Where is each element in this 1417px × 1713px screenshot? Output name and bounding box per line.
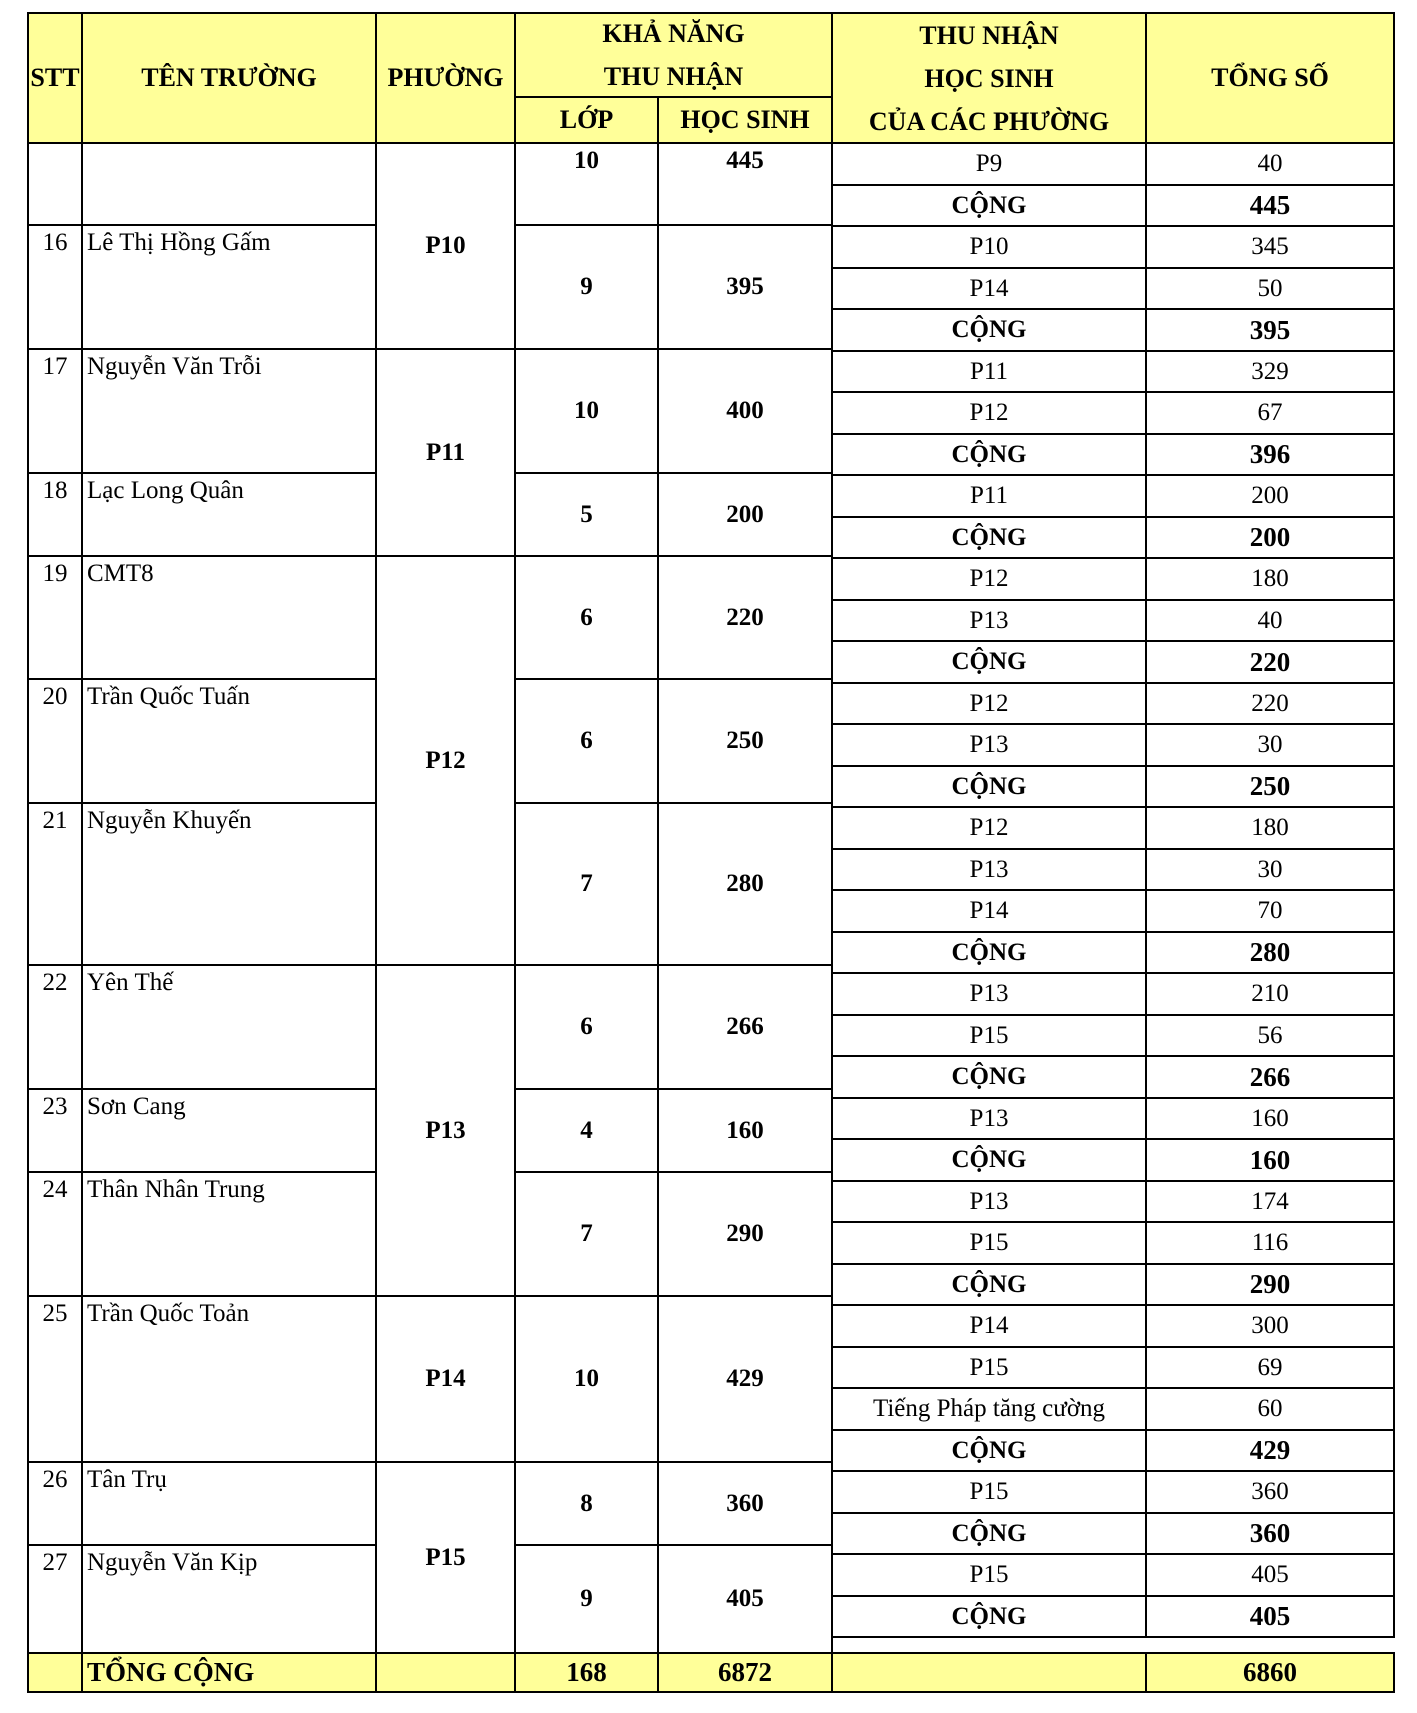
intake-ward-value-cell <box>1145 848 1395 891</box>
capacity-classes: 6 <box>580 1013 593 1040</box>
school-name: Lê Thị Hồng Gấm <box>87 229 271 256</box>
capacity-classes: 6 <box>580 603 593 631</box>
intake-ward-value: 329 <box>1251 357 1289 385</box>
intake-ward-value-cell <box>1145 806 1395 850</box>
total-intake-cell <box>831 1652 1147 1693</box>
intake-ward-label-cell <box>831 1553 1147 1597</box>
stt-value: 18 <box>42 477 68 504</box>
header-ten-truong <box>81 12 377 144</box>
intake-ward-value-cell <box>1145 599 1395 642</box>
school-name-cell <box>81 802 377 966</box>
intake-ward-label: P15 <box>969 1561 1009 1588</box>
header-stt-text: STT <box>30 63 80 93</box>
ward-cell <box>375 964 516 1297</box>
intake-subtotal-value: 405 <box>1249 1601 1291 1632</box>
intake-ward-label: P13 <box>969 1187 1009 1215</box>
capacity-students-cell <box>657 348 833 474</box>
stt-value: 27 <box>42 1549 68 1576</box>
intake-ward-label: P12 <box>969 689 1009 717</box>
capacity-classes: 10 <box>574 397 599 424</box>
stt-cell <box>27 472 83 557</box>
intake-ward-label-cell <box>831 225 1147 269</box>
intake-subtotal-label-cell <box>831 308 1147 352</box>
intake-subtotal-value: 360 <box>1249 1518 1291 1549</box>
total-students-cell <box>657 1652 833 1693</box>
capacity-classes: 5 <box>580 500 593 528</box>
intake-ward-label-cell <box>831 1387 1147 1431</box>
capacity-classes-cell <box>514 472 659 557</box>
capacity-students: 360 <box>726 1489 764 1517</box>
stt-cell <box>27 802 83 966</box>
intake-ward-value-cell <box>1145 889 1395 933</box>
header-tong-so-text: TỔNG SỐ <box>1211 63 1329 93</box>
total-sum-cell <box>1145 1652 1395 1693</box>
stt-value: 19 <box>42 560 68 587</box>
intake-subtotal-label: CỘNG <box>951 1146 1027 1173</box>
total-classes-cell <box>514 1652 659 1693</box>
intake-ward-label-cell <box>831 1097 1147 1140</box>
school-name: Nguyễn Văn Kịp <box>87 1549 258 1576</box>
capacity-students: 395 <box>726 273 764 300</box>
school-cell-continued <box>81 142 377 226</box>
intake-ward-label-cell <box>831 391 1147 435</box>
intake-ward-label-cell <box>831 1346 1147 1389</box>
intake-subtotal-label: CỘNG <box>951 1602 1027 1630</box>
header-hoc-sinh <box>657 96 833 144</box>
intake-ward-value: 30 <box>1257 731 1283 758</box>
intake-ward-value: 200 <box>1251 482 1289 509</box>
intake-subtotal-value-cell <box>1145 308 1395 352</box>
capacity-students-cell <box>657 1171 833 1297</box>
capacity-classes-cell <box>514 1461 659 1546</box>
intake-ward-value: 50 <box>1257 274 1283 302</box>
intake-ward-value-cell <box>1145 391 1395 435</box>
capacity-students-cell <box>657 472 833 557</box>
intake-subtotal-value: 200 <box>1249 522 1291 553</box>
total-stt-cell <box>27 1652 83 1693</box>
school-name: Nguyễn Văn Trỗi <box>87 353 262 380</box>
stt-value: 26 <box>42 1466 68 1493</box>
school-name: Trần Quốc Tuấn <box>87 683 251 710</box>
capacity-students: 429 <box>726 1365 764 1392</box>
intake-subtotal-label-cell <box>831 1429 1147 1472</box>
intake-ward-label: Tiếng Pháp tăng cường <box>872 1395 1106 1422</box>
capacity-students: 405 <box>726 1585 764 1612</box>
school-name: Nguyễn Khuyến <box>87 807 252 834</box>
intake-ward-value: 210 <box>1251 980 1289 1007</box>
intake-ward-label-cell <box>831 142 1147 186</box>
stt-value: 20 <box>42 683 68 710</box>
school-name: CMT8 <box>87 560 154 587</box>
intake-subtotal-value: 250 <box>1249 771 1291 802</box>
capacity-students-cell <box>657 802 833 966</box>
school-name-cell <box>81 348 377 474</box>
ward-value: P15 <box>425 1543 466 1571</box>
capacity-students: 400 <box>726 397 764 424</box>
school-name-cell <box>81 964 377 1090</box>
intake-ward-label: P12 <box>969 399 1009 426</box>
intake-ward-value: 300 <box>1251 1312 1289 1339</box>
capacity-classes: 7 <box>580 1220 593 1247</box>
intake-subtotal-label-cell <box>831 184 1147 227</box>
intake-subtotal-value: 280 <box>1249 937 1291 968</box>
intake-subtotal-label: CỘNG <box>951 191 1027 219</box>
ward-value: P12 <box>425 746 466 774</box>
intake-ward-value-cell <box>1145 474 1395 518</box>
intake-subtotal-value-cell <box>1145 1429 1395 1472</box>
intake-ward-label-cell <box>831 474 1147 518</box>
capacity-students-cell <box>657 224 833 350</box>
header-kha-nang-line2: THU NHẬN <box>603 62 744 91</box>
intake-ward-label: P12 <box>969 565 1009 592</box>
intake-ward-value: 405 <box>1251 1561 1289 1588</box>
header-thu-nhan-line1: THU NHẬN <box>919 20 1059 50</box>
stt-cell <box>27 348 83 474</box>
header-lop <box>514 96 659 144</box>
capacity-classes: 7 <box>580 870 593 897</box>
intake-subtotal-value-cell <box>1145 516 1395 559</box>
ward-cell <box>375 142 516 350</box>
school-name-cell <box>81 472 377 557</box>
intake-ward-label: P11 <box>970 357 1008 385</box>
intake-ward-label: P14 <box>969 1312 1009 1339</box>
total-classes: 168 <box>566 1657 607 1688</box>
intake-subtotal-value-cell <box>1145 1138 1395 1182</box>
intake-ward-label: P12 <box>969 814 1009 841</box>
intake-subtotal-label: CỘNG <box>951 938 1027 966</box>
stt-value: 22 <box>42 969 68 996</box>
intake-ward-value-cell <box>1145 972 1395 1016</box>
intake-subtotal-label: CỘNG <box>951 772 1027 800</box>
intake-ward-label-cell <box>831 682 1147 725</box>
intake-subtotal-value-cell <box>1145 765 1395 808</box>
capacity-students-cell <box>657 964 833 1090</box>
capacity-classes: 4 <box>580 1116 593 1144</box>
intake-subtotal-value-cell <box>1145 1512 1395 1555</box>
school-name: Sơn Cang <box>87 1093 186 1120</box>
capacity-students-cell <box>657 678 833 804</box>
ward-cell <box>375 555 516 966</box>
intake-ward-value-cell <box>1145 225 1395 269</box>
stt-cell <box>27 224 83 350</box>
intake-subtotal-value-cell <box>1145 640 1395 684</box>
capacity-students-cell <box>657 1088 833 1173</box>
school-name-cell <box>81 678 377 804</box>
capacity-students-cell <box>657 142 833 226</box>
intake-subtotal-value: 220 <box>1249 646 1291 677</box>
stt-cell <box>27 1295 83 1463</box>
intake-subtotal-value-cell <box>1145 184 1395 227</box>
total-students: 6872 <box>718 1657 772 1688</box>
intake-ward-value: 220 <box>1251 689 1289 717</box>
stt-value: 23 <box>42 1093 68 1120</box>
intake-subtotal-label-cell <box>831 765 1147 808</box>
ward-cell <box>375 1461 516 1654</box>
capacity-classes-cell <box>514 224 659 350</box>
intake-ward-value-cell <box>1145 1470 1395 1514</box>
intake-ward-label-cell <box>831 599 1147 642</box>
intake-ward-value: 360 <box>1251 1478 1289 1505</box>
intake-ward-label-cell <box>831 1180 1147 1223</box>
school-name: Lạc Long Quân <box>87 477 244 504</box>
intake-ward-value-cell <box>1145 1014 1395 1057</box>
capacity-students: 200 <box>726 500 764 528</box>
intake-ward-value-cell <box>1145 142 1395 186</box>
intake-subtotal-value: 395 <box>1249 314 1291 345</box>
capacity-classes-cell <box>514 802 659 966</box>
header-thu-nhan <box>831 12 1147 144</box>
intake-subtotal-label-cell <box>831 1138 1147 1182</box>
intake-ward-value: 180 <box>1251 814 1289 841</box>
intake-ward-label: P15 <box>969 1478 1009 1505</box>
intake-ward-label: P13 <box>969 980 1009 1007</box>
school-name-cell <box>81 224 377 350</box>
header-thu-nhan-line2: HỌC SINH <box>924 63 1054 93</box>
intake-ward-label: P15 <box>969 1353 1009 1381</box>
school-name-cell <box>81 555 377 680</box>
intake-ward-label: P11 <box>970 482 1008 509</box>
school-name-cell <box>81 1171 377 1297</box>
ward-value: P10 <box>425 232 466 259</box>
stt-cell <box>27 964 83 1090</box>
capacity-classes: 10 <box>574 147 599 174</box>
intake-ward-value: 345 <box>1251 233 1289 260</box>
capacity-classes-cell <box>514 555 659 680</box>
intake-ward-label-cell <box>831 848 1147 891</box>
school-name-cell <box>81 1088 377 1173</box>
intake-subtotal-value: 290 <box>1249 1269 1291 1300</box>
school-name: Tân Trụ <box>87 1466 167 1493</box>
capacity-students: 250 <box>726 727 764 754</box>
capacity-classes-cell <box>514 678 659 804</box>
intake-ward-label: P10 <box>969 233 1009 260</box>
ward-value: P13 <box>425 1116 466 1144</box>
intake-ward-label-cell <box>831 557 1147 601</box>
intake-subtotal-label-cell <box>831 1595 1147 1638</box>
intake-ward-value-cell <box>1145 1346 1395 1389</box>
school-name-cell <box>81 1295 377 1463</box>
intake-ward-value-cell <box>1145 723 1395 767</box>
intake-ward-label: P15 <box>969 1229 1009 1256</box>
intake-ward-value: 60 <box>1257 1395 1283 1422</box>
school-name: Yên Thế <box>87 969 174 996</box>
intake-ward-label-cell <box>831 1470 1147 1514</box>
capacity-classes-cell <box>514 142 659 226</box>
total-label-cell <box>81 1652 377 1693</box>
stt-cell <box>27 1461 83 1546</box>
intake-subtotal-label-cell <box>831 1512 1147 1555</box>
intake-subtotal-value: 429 <box>1249 1435 1291 1466</box>
stt-cell <box>27 555 83 680</box>
total-ward-cell <box>375 1652 516 1693</box>
stt-cell <box>27 1088 83 1173</box>
intake-ward-label: P14 <box>969 897 1009 924</box>
intake-subtotal-label: CỘNG <box>951 440 1027 468</box>
intake-ward-label: P9 <box>975 150 1003 177</box>
intake-subtotal-label: CỘNG <box>951 648 1027 675</box>
intake-ward-value-cell <box>1145 1304 1395 1348</box>
ward-cell <box>375 1295 516 1463</box>
intake-subtotal-value-cell <box>1145 1263 1395 1306</box>
stt-cell <box>27 678 83 804</box>
intake-subtotal-value-cell <box>1145 931 1395 974</box>
intake-ward-value-cell <box>1145 1221 1395 1265</box>
header-phuong <box>375 12 516 144</box>
intake-ward-label-cell <box>831 1304 1147 1348</box>
intake-ward-label-cell <box>831 723 1147 767</box>
intake-ward-label: P13 <box>969 606 1009 634</box>
intake-ward-label: P13 <box>969 1104 1009 1132</box>
intake-subtotal-label: CỘNG <box>951 523 1027 551</box>
capacity-students: 290 <box>726 1220 764 1247</box>
intake-ward-label-cell <box>831 350 1147 393</box>
stt-value: 16 <box>42 229 68 256</box>
intake-ward-value-cell <box>1145 557 1395 601</box>
intake-ward-value: 70 <box>1257 897 1283 924</box>
capacity-students-cell <box>657 1295 833 1463</box>
intake-ward-value: 116 <box>1251 1229 1289 1256</box>
intake-subtotal-label: CỘNG <box>951 1436 1027 1464</box>
school-name-cell <box>81 1461 377 1546</box>
intake-ward-value-cell <box>1145 350 1395 393</box>
stt-value: 21 <box>42 807 68 834</box>
intake-ward-value-cell <box>1145 267 1395 310</box>
capacity-classes-cell <box>514 1088 659 1173</box>
intake-subtotal-value: 396 <box>1249 439 1291 470</box>
intake-ward-label-cell <box>831 806 1147 850</box>
capacity-students-cell <box>657 555 833 680</box>
header-ten-truong-text: TÊN TRƯỜNG <box>141 63 317 93</box>
header-kha-nang <box>514 12 833 98</box>
header-tong-so <box>1145 12 1395 144</box>
ward-value: P14 <box>425 1365 466 1392</box>
intake-ward-label: P13 <box>969 731 1009 758</box>
intake-ward-value: 174 <box>1251 1187 1289 1215</box>
intake-ward-value: 160 <box>1251 1104 1289 1132</box>
capacity-students-cell <box>657 1544 833 1654</box>
capacity-classes: 9 <box>580 273 593 300</box>
intake-subtotal-value: 445 <box>1249 190 1291 221</box>
intake-subtotal-label-cell <box>831 1263 1147 1306</box>
header-kha-nang-line1: KHẢ NĂNG <box>602 19 745 48</box>
intake-ward-label-cell <box>831 1014 1147 1057</box>
intake-ward-label: P13 <box>969 855 1009 883</box>
intake-ward-label-cell <box>831 972 1147 1016</box>
stt-value: 17 <box>42 353 68 380</box>
header-phuong-text: PHƯỜNG <box>387 63 504 93</box>
intake-ward-value: 69 <box>1257 1353 1283 1381</box>
stt-value: 25 <box>42 1300 68 1327</box>
intake-subtotal-label-cell <box>831 1055 1147 1099</box>
capacity-students: 266 <box>726 1013 764 1040</box>
intake-ward-value-cell <box>1145 682 1395 725</box>
intake-ward-value: 180 <box>1251 565 1289 592</box>
capacity-students: 445 <box>726 147 764 174</box>
capacity-classes: 8 <box>580 1489 593 1517</box>
intake-ward-value: 30 <box>1257 855 1283 883</box>
intake-ward-value-cell <box>1145 1553 1395 1597</box>
intake-ward-label-cell <box>831 1221 1147 1265</box>
capacity-classes-cell <box>514 1171 659 1297</box>
total-sum: 6860 <box>1243 1657 1297 1688</box>
capacity-students-cell <box>657 1461 833 1546</box>
intake-ward-label-cell <box>831 889 1147 933</box>
capacity-students: 220 <box>726 603 764 631</box>
ward-value: P11 <box>426 438 465 466</box>
intake-subtotal-label-cell <box>831 640 1147 684</box>
intake-ward-label: P14 <box>969 274 1009 302</box>
school-name-cell <box>81 1544 377 1654</box>
header-thu-nhan-line3: CỦA CÁC PHƯỜNG <box>868 106 1110 136</box>
intake-ward-value-cell <box>1145 1097 1395 1140</box>
intake-subtotal-label: CỘNG <box>951 1063 1027 1090</box>
intake-ward-value-cell <box>1145 1387 1395 1431</box>
school-name: Thân Nhân Trung <box>87 1176 265 1203</box>
ward-cell <box>375 348 516 557</box>
stt-value: 24 <box>42 1176 68 1203</box>
intake-ward-value: 40 <box>1257 606 1283 634</box>
intake-subtotal-label-cell <box>831 433 1147 476</box>
intake-ward-value: 67 <box>1257 399 1283 426</box>
total-label: TỔNG CỘNG <box>87 1657 255 1688</box>
capacity-classes: 10 <box>574 1365 599 1392</box>
intake-subtotal-label-cell <box>831 516 1147 559</box>
intake-ward-value-cell <box>1145 1180 1395 1223</box>
stt-cell-continued <box>27 142 83 226</box>
intake-subtotal-value-cell <box>1145 1055 1395 1099</box>
capacity-classes-cell <box>514 1295 659 1463</box>
capacity-classes: 6 <box>580 727 593 754</box>
intake-subtotal-label-cell <box>831 931 1147 974</box>
header-lop-text: LỚP <box>559 105 614 135</box>
intake-subtotal-value: 266 <box>1249 1061 1291 1092</box>
enrollment-table <box>27 12 1395 1693</box>
stt-cell <box>27 1171 83 1297</box>
intake-subtotal-label: CỘNG <box>951 1519 1027 1547</box>
header-stt <box>27 12 83 144</box>
intake-ward-label: P15 <box>969 1021 1009 1049</box>
capacity-students: 160 <box>726 1116 764 1144</box>
header-hoc-sinh-text: HỌC SINH <box>680 105 810 135</box>
intake-ward-label-cell <box>831 267 1147 310</box>
capacity-classes-cell <box>514 1544 659 1654</box>
intake-ward-value: 40 <box>1257 150 1283 177</box>
intake-ward-value: 56 <box>1257 1021 1283 1049</box>
capacity-classes-cell <box>514 348 659 474</box>
school-name: Trần Quốc Toản <box>87 1300 250 1327</box>
intake-subtotal-value: 160 <box>1249 1144 1291 1175</box>
stt-cell <box>27 1544 83 1654</box>
intake-subtotal-label: CỘNG <box>951 1270 1027 1298</box>
intake-subtotal-label: CỘNG <box>951 316 1027 343</box>
intake-subtotal-value-cell <box>1145 1595 1395 1638</box>
capacity-classes-cell <box>514 964 659 1090</box>
intake-subtotal-value-cell <box>1145 433 1395 476</box>
capacity-classes: 9 <box>580 1585 593 1612</box>
capacity-students: 280 <box>726 870 764 897</box>
